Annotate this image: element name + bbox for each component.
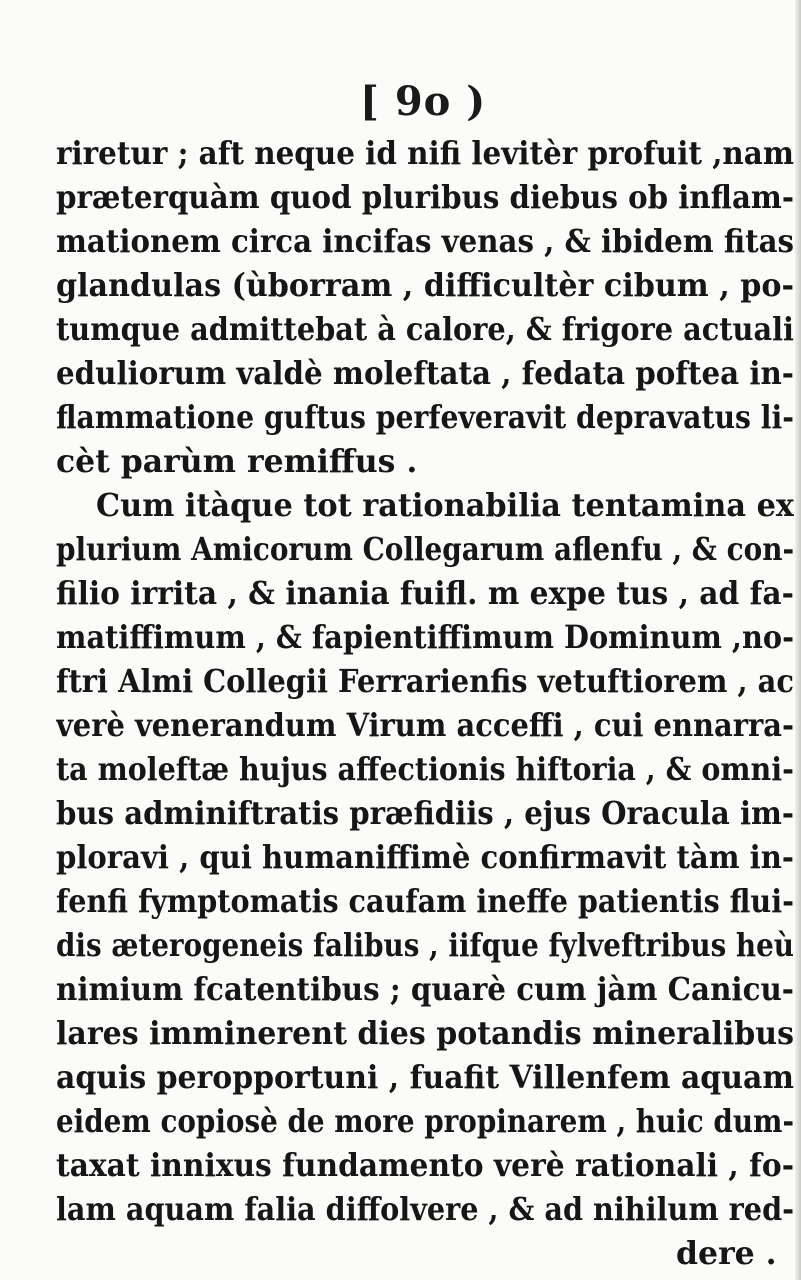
text-line: lam aquam falia diffolvere , & ad nihilum red- xyxy=(56,1191,794,1228)
text-line: mationem circa incifas venas , & ibidem fitas xyxy=(56,223,794,260)
text-line: præterquàm quod pluribus diebus ob inflam- xyxy=(56,179,794,216)
text-line: plurium Amicorum Collegarum aflenfu , & con- xyxy=(56,531,794,568)
text-line: matiffimum , & fapientiffimum Dominum ,no- xyxy=(56,619,794,656)
text-line: cèt parùm remiffus . xyxy=(56,443,418,480)
text-line: flammatione guftus perfeveravit depravatus li- xyxy=(56,399,794,436)
text-line: ploravi , qui humaniffimè confirmavit tàm in- xyxy=(56,839,794,876)
text-line: fenfi fymptomatis caufam ineffe patientis flui- xyxy=(56,883,794,920)
text-line: glandulas (ùborram , difficultèr cibum , po- xyxy=(56,267,794,304)
text-line: Cum itàque tot rationabilia tentamina ex xyxy=(96,487,794,524)
page-number: [ 9o ) xyxy=(360,78,487,125)
text-line: bus adminiftratis præfidiis , ejus Oracula im- xyxy=(56,795,794,832)
text-line: nimium fcatentibus ; quarè cum jàm Canicu- xyxy=(56,971,794,1008)
text-line: taxat innixus fundamento verè rationali , fo- xyxy=(56,1147,794,1184)
text-line: tumque admittebat à calore, & frigore actuali xyxy=(56,311,794,348)
text-line: dere . xyxy=(676,1235,777,1272)
text-line: lares imminerent dies potandis mineralibus xyxy=(56,1015,794,1052)
text-line: eduliorum valdè moleftata , fedata poftea in- xyxy=(56,355,794,392)
text-line: ta moleftæ hujus affectionis hiftoria , & omni- xyxy=(56,751,794,788)
text-line: riretur ; aft neque id nifi levitèr profuit ,nam xyxy=(56,135,794,172)
text-line: ftri Almi Collegii Ferrarienfis vetuftiorem , ac xyxy=(56,663,794,700)
text-line: verè venerandum Virum acceffi , cui ennarra- xyxy=(56,707,794,744)
text-line: filio irrita , & inania fuifl. m expe tus , ad fa- xyxy=(56,575,794,612)
page-edge xyxy=(795,0,801,1280)
text-line: aquis peropportuni , fuafit Villenfem aquam xyxy=(56,1059,794,1096)
text-line: eidem copiosè de more propinarem , huic dum- xyxy=(56,1103,794,1140)
text-line: dis æterogeneis falibus , iifque fylveftribus heù xyxy=(56,927,794,964)
